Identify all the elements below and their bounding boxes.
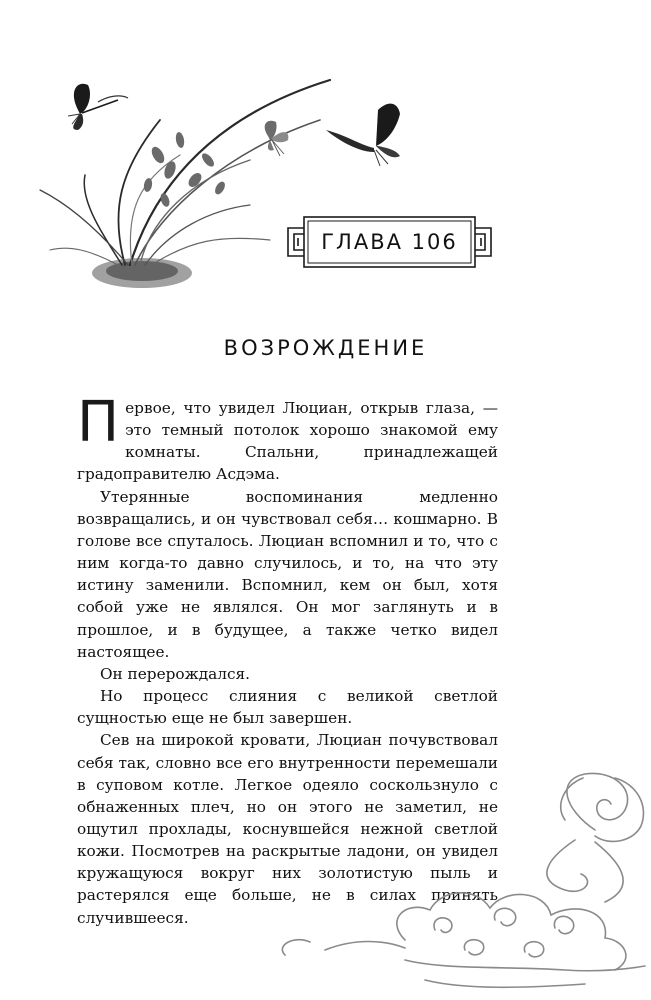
drop-cap: П bbox=[77, 390, 120, 455]
chapter-heading-box bbox=[284, 214, 495, 270]
paragraph bbox=[77, 390, 498, 486]
paragraph-text: ервое, что увидел Люциан, открыв глаза, — это темный потолок хорошо знакомой ему комнаты. Спальни, принадлежащей градоправителю Асдэма. bbox=[77, 399, 498, 484]
chapter-title: ВОЗРОЖДЕНИЕ bbox=[223, 336, 428, 360]
butterfly-icon bbox=[326, 104, 400, 166]
paragraph: Утерянные воспоминания медленно возвращались, и он чувствовал себя… кошмарно. В голове все спуталось. Люциан вспомнил и то, что с ним когда-то давно случилось, и то, на что эту истину заменили. Вспомнил, кем он был, хотя собой уже не являлся. Он мог заглянуть и в прошлое, и в будущее, а также четко видел настоящее. bbox=[77, 487, 498, 661]
header-illustration bbox=[30, 60, 650, 310]
butterfly-icon bbox=[68, 84, 128, 130]
paragraph: Он перерождался. bbox=[99, 664, 251, 683]
orchid-flowers-icon bbox=[143, 131, 227, 208]
chapter-number: ГЛАВА 106 bbox=[321, 230, 458, 254]
cloud-swirl-illustration bbox=[265, 770, 651, 1000]
paragraph: Сев на широкой кровати, Люциан почувствовал себя так, словно все его внутренности перемешали в суповом котле. Легкое одеяло соскользнуло с обнаженных плеч, но он этого не заметил, не ощутил прохлады, коснувшейся нежной светлой кожи. Посмотрев на раскрытые ладони, он увидел кружащуюся вокруг них золотистую пыль и растерялся еще больше, не в силах принять случившееся. bbox=[77, 731, 498, 927]
butterfly-icon bbox=[265, 121, 289, 156]
cloud-swirl-icon bbox=[282, 773, 645, 987]
paragraph: Но процесс слияния с великой светлой сущностью еще не был завершен. bbox=[77, 687, 498, 728]
